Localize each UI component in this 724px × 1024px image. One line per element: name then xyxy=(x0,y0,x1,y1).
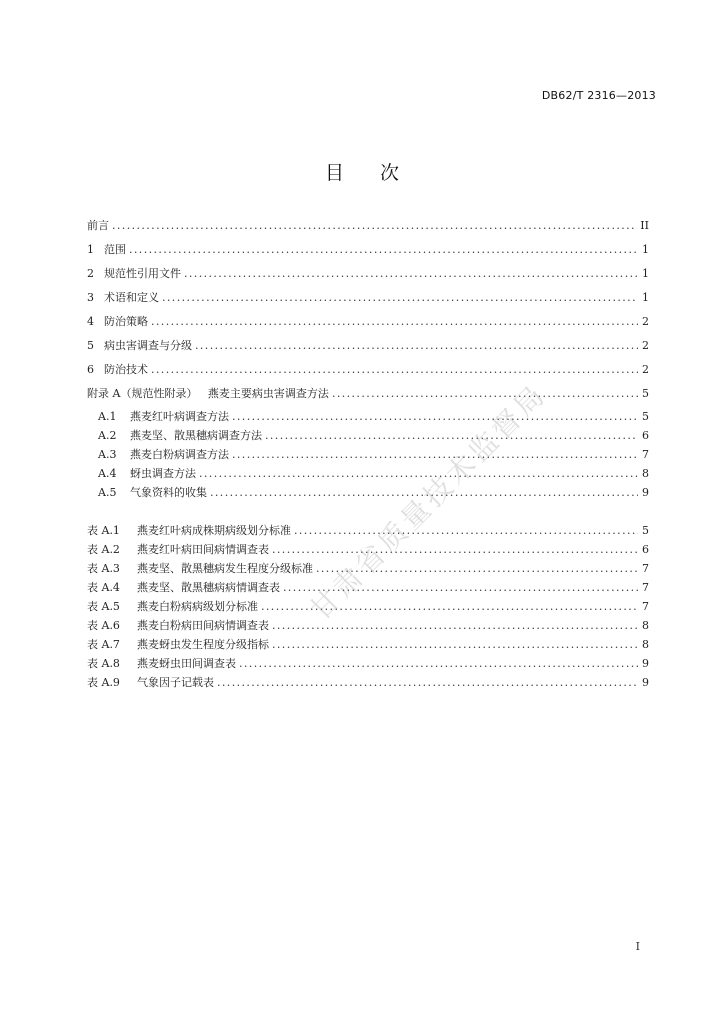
dot-leader xyxy=(199,466,638,482)
table-number: 表 A.6 xyxy=(87,619,120,632)
toc-label: 蚜虫调查方法 xyxy=(130,467,196,480)
dot-leader xyxy=(265,428,638,444)
toc-number: 3 xyxy=(87,291,94,304)
table-entry-a8[interactable] xyxy=(87,656,649,672)
toc-number: 1 xyxy=(87,243,94,256)
table-label: 燕麦蚜虫发生程度分级指标 xyxy=(137,638,269,651)
dot-leader xyxy=(232,447,638,463)
table-label: 燕麦红叶病成株期病级划分标准 xyxy=(137,524,291,537)
toc-page: 2 xyxy=(642,363,649,376)
dot-leader xyxy=(162,290,638,306)
toc-label: 燕麦白粉病调查方法 xyxy=(130,448,229,461)
table-entry-a6[interactable] xyxy=(87,618,649,634)
toc-label: 燕麦坚、散黑穗病调查方法 xyxy=(130,429,262,442)
dot-leader xyxy=(210,485,638,501)
table-entry-a3[interactable] xyxy=(87,561,649,577)
toc-label: 前言 xyxy=(87,219,109,232)
toc-entry-a5[interactable] xyxy=(98,485,649,501)
dot-leader xyxy=(112,218,637,234)
toc-number: A.2 xyxy=(98,429,117,442)
toc-page: 5 xyxy=(642,387,649,400)
toc-entry-a4[interactable] xyxy=(98,466,649,482)
document-code: DB62/T 2316—2013 xyxy=(541,89,656,102)
dot-leader xyxy=(232,409,638,425)
table-label: 气象因子记载表 xyxy=(137,676,214,689)
toc-number: 5 xyxy=(87,339,94,352)
table-number: 表 A.5 xyxy=(87,600,120,613)
toc-entry-survey[interactable] xyxy=(87,338,649,354)
table-page: 9 xyxy=(642,676,649,689)
table-page: 9 xyxy=(642,657,649,670)
dot-leader xyxy=(239,656,638,672)
toc-label: 防治技术 xyxy=(104,363,148,376)
table-label: 燕麦蚜虫田间调查表 xyxy=(137,657,236,670)
table-number: 表 A.8 xyxy=(87,657,120,670)
table-number: 表 A.2 xyxy=(87,543,120,556)
table-entry-a7[interactable] xyxy=(87,637,649,653)
table-number: 表 A.3 xyxy=(87,562,120,575)
dot-leader xyxy=(261,599,638,615)
dot-leader xyxy=(316,561,638,577)
table-page: 7 xyxy=(642,562,649,575)
table-page: 8 xyxy=(642,638,649,651)
toc-number: A.4 xyxy=(98,467,117,480)
table-entry-a1[interactable] xyxy=(87,523,649,539)
page-title xyxy=(0,158,724,185)
toc-entry-foreword[interactable] xyxy=(87,218,649,234)
title-char-1: 目 xyxy=(324,162,344,184)
toc-entry-a1[interactable] xyxy=(98,409,649,425)
toc-number: 2 xyxy=(87,267,94,280)
dot-leader xyxy=(217,675,638,691)
toc-page: 2 xyxy=(642,315,649,328)
toc-entry-techniques[interactable] xyxy=(87,362,649,378)
toc-page: 9 xyxy=(642,486,649,499)
toc-label: 规范性引用文件 xyxy=(104,267,181,280)
table-page: 7 xyxy=(642,600,649,613)
toc-page: II xyxy=(640,219,649,232)
toc-page: 5 xyxy=(642,410,649,423)
toc-entry-a3[interactable] xyxy=(98,447,649,463)
toc-label: 燕麦红叶病调查方法 xyxy=(130,410,229,423)
table-label: 燕麦白粉病病级划分标准 xyxy=(137,600,258,613)
toc-page: 1 xyxy=(642,243,649,256)
toc-entry-a2[interactable] xyxy=(98,428,649,444)
table-entry-a4[interactable] xyxy=(87,580,649,596)
dot-leader xyxy=(184,266,638,282)
toc-label: 防治策略 xyxy=(104,315,148,328)
toc-page: 8 xyxy=(642,467,649,480)
toc-label: 病虫害调查与分级 xyxy=(104,339,192,352)
dot-leader xyxy=(272,542,638,558)
toc-page: 1 xyxy=(642,267,649,280)
table-number: 表 A.1 xyxy=(87,524,120,537)
toc-entry-scope[interactable] xyxy=(87,242,649,258)
toc-number: A.3 xyxy=(98,448,117,461)
toc-page: 6 xyxy=(642,429,649,442)
table-page: 6 xyxy=(642,543,649,556)
toc-number: A.5 xyxy=(98,486,117,499)
toc-number: A.1 xyxy=(98,410,117,423)
table-label: 燕麦白粉病田间病情调查表 xyxy=(137,619,269,632)
title-char-2: 次 xyxy=(380,162,400,184)
toc-entry-strategy[interactable] xyxy=(87,314,649,330)
toc-page: 1 xyxy=(642,291,649,304)
toc-number: 4 xyxy=(87,315,94,328)
toc-entry-appendix-a[interactable] xyxy=(87,386,649,402)
table-number: 表 A.4 xyxy=(87,581,120,594)
table-entry-a5[interactable] xyxy=(87,599,649,615)
dot-leader xyxy=(151,314,638,330)
toc-entry-normative-references[interactable] xyxy=(87,266,649,282)
dot-leader xyxy=(272,637,638,653)
dot-leader xyxy=(195,338,638,354)
dot-leader xyxy=(272,618,638,634)
toc-page: 2 xyxy=(642,339,649,352)
toc-label: 术语和定义 xyxy=(104,291,159,304)
dot-leader xyxy=(151,362,638,378)
table-entry-a2[interactable] xyxy=(87,542,649,558)
table-page: 7 xyxy=(642,581,649,594)
toc-label: 范围 xyxy=(104,243,126,256)
table-number: 表 A.7 xyxy=(87,638,120,651)
dot-leader xyxy=(332,386,638,402)
dot-leader xyxy=(283,580,638,596)
table-entry-a9[interactable] xyxy=(87,675,649,691)
toc-label: 气象资料的收集 xyxy=(130,486,207,499)
dot-leader xyxy=(129,242,638,258)
table-label: 燕麦坚、散黑穗病病情调查表 xyxy=(137,581,280,594)
dot-leader xyxy=(294,523,638,539)
footer-page-number: I xyxy=(635,940,640,953)
watermark: 甘肃省质量技术监督局 xyxy=(303,377,554,627)
toc-label: 附录 A（规范性附录） 燕麦主要病虫害调查方法 xyxy=(87,387,329,400)
toc-number: 6 xyxy=(87,363,94,376)
table-number: 表 A.9 xyxy=(87,676,120,689)
toc-entry-terms[interactable] xyxy=(87,290,649,306)
toc-page: 7 xyxy=(642,448,649,461)
table-label: 燕麦红叶病田间病情调查表 xyxy=(137,543,269,556)
table-page: 8 xyxy=(642,619,649,632)
table-page: 5 xyxy=(642,524,649,537)
table-label: 燕麦坚、散黑穗病发生程度分级标准 xyxy=(137,562,313,575)
